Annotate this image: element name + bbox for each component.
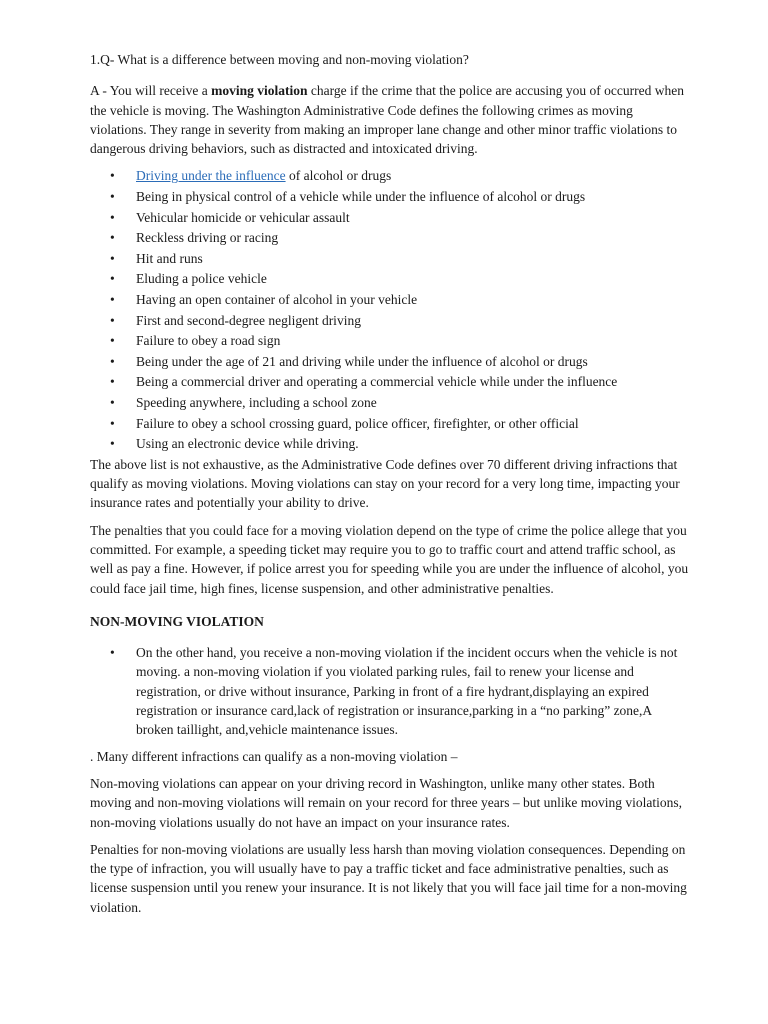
list-item: • First and second-degree negligent driving	[136, 311, 690, 332]
list-item: • On the other hand, you receive a non-moving violation if the incident occurs when the vehicle is not moving. a non-moving violation if you violated parking rules, fail to renew your license and registration, or drive without insurance, Parking in front of a fire hydrant,displaying an expired registration or insurance card,lack of registration or insurance,parking in a “no parking” zone,A broken taillight, and,vehicle maintenance issues.	[136, 643, 690, 739]
question-text: 1.Q- What is a difference between moving and non-moving violation?	[90, 52, 469, 67]
list-item: • Eluding a police vehicle	[136, 269, 690, 290]
list-item: • Failure to obey a road sign	[136, 331, 690, 352]
list-item	[136, 166, 690, 187]
moving-penalties-paragraph: The penalties that you could face for a moving violation depend on the type of crime the police allege that you committed. For example, a speeding ticket may require you to go to traffic court and attend traffic school, as well as pay a fine. However, if police arrest you for speeding while you are under the influence of alcohol, you could face jail time, high fines, license suspension, and other administrative penalties.	[90, 522, 689, 596]
non-moving-penalties-paragraph: Penalties for non-moving violations are usually less harsh than moving violation consequences. Depending on the type of infraction, you will usually have to pay a traffic ticket and face administrative penalties, such as license suspension until you renew your insurance. It is not likely that you will face jail time for a non-moving violation.	[90, 841, 687, 915]
answer-bold-term: moving violation	[211, 83, 308, 99]
moving-violations-list	[90, 166, 690, 454]
list-item: • Hit and runs	[136, 249, 690, 270]
list-item: • Being under the age of 21 and driving while under the influence of alcohol or drugs	[136, 352, 690, 373]
list-item: • Using an electronic device while driving.	[136, 434, 690, 455]
answer-prefix: A - You will receive a	[90, 83, 212, 99]
list-item: • Failure to obey a school crossing guard, police officer, firefighter, or other official	[136, 414, 690, 435]
non-moving-heading: NON-MOVING VIOLATION	[90, 613, 264, 629]
answer-rest: charge if the crime that the police are accusing you of occurred when the vehicle is moving. The Washington Administrative Code defines the following crimes as moving violations. They range in severity from making an improper lane change and other minor traffic violations to dangerous driving behaviors, such as distracted and intoxicated driving.	[90, 83, 684, 157]
list-item: • Reckless driving or racing	[136, 228, 690, 249]
list-item: • Speeding anywhere, including a school zone	[136, 393, 690, 414]
many-infractions-line: . Many different infractions can qualify as a non-moving violation –	[90, 748, 458, 764]
not-exhaustive-paragraph: The above list is not exhaustive, as the Administrative Code defines over 70 different driving infractions that qualify as moving violations. Moving violations can stay on your record for a very long time, impacting your insurance rates and potentially your ability to drive.	[90, 456, 680, 511]
dui-link[interactable]: Driving under the influence	[136, 168, 286, 184]
list-item: • Vehicular homicide or vehicular assault	[136, 208, 690, 229]
list-item: • Being in physical control of a vehicle while under the influence of alcohol or drugs	[136, 187, 690, 208]
list-item: • Having an open container of alcohol in your vehicle	[136, 290, 690, 311]
list-item: • Being a commercial driver and operating a commercial vehicle while under the influence	[136, 372, 690, 393]
non-moving-list	[90, 643, 690, 739]
answer-paragraph	[90, 81, 690, 158]
document-page	[90, 50, 690, 925]
list-item-text: of alcohol or drugs	[285, 168, 392, 184]
driving-record-paragraph: Non-moving violations can appear on your driving record in Washington, unlike many other states. Both moving and non-moving violations will remain on your record for three years – but unlike moving violations, non-moving violations usually do not have an impact on your insurance rates.	[90, 775, 683, 830]
